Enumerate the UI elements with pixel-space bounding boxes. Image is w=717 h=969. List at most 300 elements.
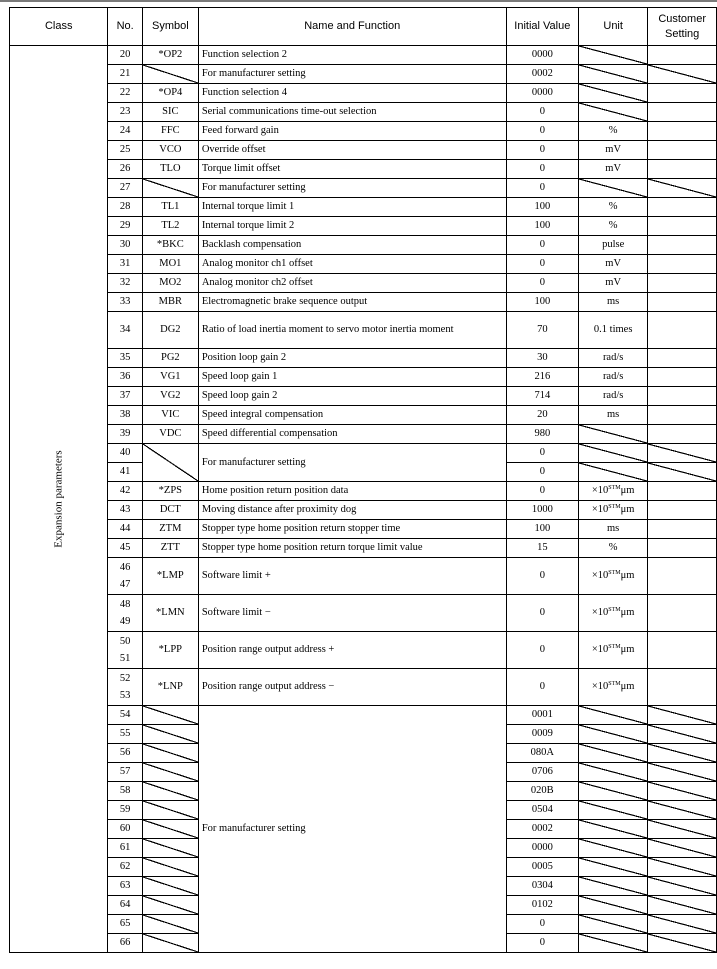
- cell-no: 26: [108, 160, 142, 179]
- cell-customer-blank: [648, 839, 717, 858]
- cell-symbol: TL1: [142, 198, 198, 217]
- cell-symbol: *OP2: [142, 46, 198, 65]
- table-row: [10, 501, 717, 520]
- cell-customer: [648, 160, 717, 179]
- cell-unit: %: [578, 539, 647, 558]
- cell-initial: 0: [506, 122, 578, 141]
- cell-unit: [578, 482, 647, 501]
- unit-sup: STM: [608, 504, 621, 510]
- cell-initial: 0304: [506, 877, 578, 896]
- unit-suffix: μm: [620, 681, 635, 692]
- cell-customer: [648, 558, 717, 595]
- cell-initial: 0: [506, 463, 578, 482]
- cell-symbol: TLO: [142, 160, 198, 179]
- cell-no: 20: [108, 46, 142, 65]
- cell-customer-blank: [648, 801, 717, 820]
- cell-no: 45: [108, 539, 142, 558]
- unit-suffix: μm: [620, 607, 635, 618]
- cell-unit: rad/s: [578, 387, 647, 406]
- cell-unit-blank: [578, 858, 647, 877]
- cell-no: 33: [108, 293, 142, 312]
- cell-customer-blank: [648, 463, 717, 482]
- cell-initial: 0: [506, 236, 578, 255]
- cell-unit-blank: [578, 103, 647, 122]
- cell-unit: rad/s: [578, 349, 647, 368]
- unit-sup: STM: [608, 644, 621, 650]
- cell-name: Feed forward gain: [198, 122, 506, 141]
- cell-initial: 0005: [506, 858, 578, 877]
- cell-no-pair: [108, 669, 142, 706]
- cell-customer-blank: [648, 179, 717, 198]
- table-row: [10, 482, 717, 501]
- cell-initial: 15: [506, 539, 578, 558]
- cell-no: 57: [108, 763, 142, 782]
- cell-symbol: VG1: [142, 368, 198, 387]
- header-customer-setting: Customer Setting: [648, 8, 717, 46]
- cell-symbol: DCT: [142, 501, 198, 520]
- cell-no: 37: [108, 387, 142, 406]
- cell-customer-blank: [648, 65, 717, 84]
- cell-name: Position range output address +: [198, 632, 506, 669]
- unit-suffix: μm: [620, 570, 635, 581]
- unit-sup: STM: [608, 485, 621, 491]
- cell-name: Speed loop gain 2: [198, 387, 506, 406]
- cell-customer: [648, 217, 717, 236]
- unit-suffix: μm: [620, 504, 635, 515]
- table-row: [10, 46, 717, 65]
- cell-symbol: VDC: [142, 425, 198, 444]
- cell-name: Electromagnetic brake sequence output: [198, 293, 506, 312]
- table-row: [10, 179, 717, 198]
- cell-name: For manufacturer setting: [198, 444, 506, 482]
- cell-unit: ms: [578, 293, 647, 312]
- cell-no: 65: [108, 915, 142, 934]
- table-row: [10, 632, 717, 669]
- cell-no: 44: [108, 520, 142, 539]
- cell-customer-blank: [648, 915, 717, 934]
- cell-symbol-blank: [142, 839, 198, 858]
- cell-name: Speed loop gain 1: [198, 368, 506, 387]
- cell-customer: [648, 293, 717, 312]
- cell-no-pair: [108, 595, 142, 632]
- cell-customer: [648, 520, 717, 539]
- cell-unit-blank: [578, 820, 647, 839]
- cell-no: 43: [108, 501, 142, 520]
- cell-initial: 20: [506, 406, 578, 425]
- cell-no-a: 50: [119, 636, 131, 647]
- header-symbol: Symbol: [142, 8, 198, 46]
- cell-customer: [648, 84, 717, 103]
- cell-symbol: *OP4: [142, 84, 198, 103]
- cell-name: Position range output address −: [198, 669, 506, 706]
- header-no: No.: [108, 8, 142, 46]
- cell-customer-blank: [648, 858, 717, 877]
- cell-no: 64: [108, 896, 142, 915]
- table-row: [10, 349, 717, 368]
- cell-symbol-blank: [142, 444, 198, 482]
- cell-initial: 0: [506, 103, 578, 122]
- cell-unit-blank: [578, 915, 647, 934]
- cell-unit-blank: [578, 444, 647, 463]
- cell-no: 40: [108, 444, 142, 463]
- table-row: [10, 368, 717, 387]
- unit-prefix: ×10: [591, 607, 609, 618]
- cell-initial: 216: [506, 368, 578, 387]
- cell-initial: 0504: [506, 801, 578, 820]
- cell-initial: 0000: [506, 839, 578, 858]
- cell-unit: %: [578, 122, 647, 141]
- cell-no: 38: [108, 406, 142, 425]
- cell-initial: 980: [506, 425, 578, 444]
- cell-name: Function selection 4: [198, 84, 506, 103]
- cell-initial: 0706: [506, 763, 578, 782]
- cell-unit-blank: [578, 934, 647, 953]
- cell-customer-blank: [648, 725, 717, 744]
- cell-symbol-blank: [142, 801, 198, 820]
- cell-unit-blank: [578, 877, 647, 896]
- cell-customer: [648, 368, 717, 387]
- cell-symbol-blank: [142, 65, 198, 84]
- cell-unit: %: [578, 198, 647, 217]
- cell-name: Software limit +: [198, 558, 506, 595]
- cell-name: For manufacturer setting: [198, 179, 506, 198]
- cell-customer: [648, 425, 717, 444]
- cell-unit-blank: [578, 782, 647, 801]
- cell-unit: 0.1 times: [578, 312, 647, 349]
- cell-unit-blank: [578, 46, 647, 65]
- table-row: [10, 406, 717, 425]
- cell-no: 60: [108, 820, 142, 839]
- cell-no: 34: [108, 312, 142, 349]
- cell-name: Serial communications time-out selection: [198, 103, 506, 122]
- cell-no-pair: [108, 632, 142, 669]
- cell-symbol: PG2: [142, 349, 198, 368]
- cell-name: Moving distance after proximity dog: [198, 501, 506, 520]
- cell-no: 66: [108, 934, 142, 953]
- cell-unit: pulse: [578, 236, 647, 255]
- cell-unit-blank: [578, 65, 647, 84]
- cell-no-pair: [108, 558, 142, 595]
- cell-customer: [648, 141, 717, 160]
- cell-symbol: DG2: [142, 312, 198, 349]
- cell-symbol: MBR: [142, 293, 198, 312]
- cell-name: Position loop gain 2: [198, 349, 506, 368]
- cell-customer-blank: [648, 934, 717, 953]
- table-row: [10, 293, 717, 312]
- cell-no: 30: [108, 236, 142, 255]
- cell-symbol-blank: [142, 858, 198, 877]
- table-row: [10, 198, 717, 217]
- cell-symbol: *LPP: [142, 632, 198, 669]
- cell-unit: [578, 669, 647, 706]
- table-row: [10, 558, 717, 595]
- table-row: [10, 539, 717, 558]
- cell-no: 63: [108, 877, 142, 896]
- cell-customer: [648, 46, 717, 65]
- cell-name: Ratio of load inertia moment to servo motor inertia moment: [198, 312, 506, 349]
- cell-unit-blank: [578, 763, 647, 782]
- cell-no: 59: [108, 801, 142, 820]
- cell-initial: 0: [506, 141, 578, 160]
- table-row: [10, 84, 717, 103]
- cell-symbol: FFC: [142, 122, 198, 141]
- cell-no: 24: [108, 122, 142, 141]
- cell-initial: 70: [506, 312, 578, 349]
- table-row: [10, 387, 717, 406]
- cell-no: 42: [108, 482, 142, 501]
- cell-initial: 100: [506, 293, 578, 312]
- cell-no-b: 51: [119, 653, 131, 664]
- cell-customer: [648, 255, 717, 274]
- cell-symbol: MO1: [142, 255, 198, 274]
- table-row: [10, 141, 717, 160]
- table-row: [10, 669, 717, 706]
- cell-symbol-blank: [142, 896, 198, 915]
- cell-initial: 0: [506, 632, 578, 669]
- cell-initial: 0002: [506, 820, 578, 839]
- unit-sup: STM: [608, 607, 621, 613]
- cell-unit-blank: [578, 463, 647, 482]
- cell-name: Stopper type home position return torque limit value: [198, 539, 506, 558]
- cell-name: For manufacturer setting: [198, 706, 506, 953]
- cell-symbol-blank: [142, 179, 198, 198]
- cell-symbol-blank: [142, 725, 198, 744]
- cell-customer: [648, 595, 717, 632]
- unit-prefix: ×10: [591, 485, 609, 496]
- table-row: [10, 312, 717, 349]
- cell-unit: mV: [578, 141, 647, 160]
- table-row: [10, 236, 717, 255]
- cell-no-b: 47: [119, 579, 131, 590]
- unit-prefix: ×10: [591, 681, 609, 692]
- class-label: Expansion parameters: [52, 449, 65, 548]
- unit-suffix: μm: [620, 485, 635, 496]
- cell-no: 32: [108, 274, 142, 293]
- cell-name: Speed differential compensation: [198, 425, 506, 444]
- cell-customer: [648, 482, 717, 501]
- table-row: [10, 160, 717, 179]
- cell-name: Function selection 2: [198, 46, 506, 65]
- cell-initial: 0: [506, 595, 578, 632]
- cell-name: Analog monitor ch2 offset: [198, 274, 506, 293]
- cell-name: Analog monitor ch1 offset: [198, 255, 506, 274]
- cell-no-a: 48: [119, 599, 131, 610]
- cell-customer-blank: [648, 896, 717, 915]
- cell-customer: [648, 198, 717, 217]
- cell-name: Stopper type home position return stopper time: [198, 520, 506, 539]
- cell-customer: [648, 122, 717, 141]
- cell-name: Home position return position data: [198, 482, 506, 501]
- cell-no: 22: [108, 84, 142, 103]
- cell-initial: 080A: [506, 744, 578, 763]
- cell-initial: 0002: [506, 65, 578, 84]
- table-row: [10, 274, 717, 293]
- cell-symbol: *BKC: [142, 236, 198, 255]
- cell-customer: [648, 312, 717, 349]
- cell-no: 36: [108, 368, 142, 387]
- cell-initial: 100: [506, 217, 578, 236]
- cell-no: 29: [108, 217, 142, 236]
- cell-no: 56: [108, 744, 142, 763]
- cell-initial: 0: [506, 274, 578, 293]
- table-row: [10, 255, 717, 274]
- cell-symbol-blank: [142, 934, 198, 953]
- unit-prefix: ×10: [591, 504, 609, 515]
- cell-initial: 0001: [506, 706, 578, 725]
- unit-suffix: μm: [620, 644, 635, 655]
- cell-name: Override offset: [198, 141, 506, 160]
- cell-initial: 0000: [506, 46, 578, 65]
- cell-symbol-blank: [142, 706, 198, 725]
- cell-unit-blank: [578, 179, 647, 198]
- cell-customer-blank: [648, 820, 717, 839]
- cell-unit-blank: [578, 896, 647, 915]
- cell-customer: [648, 274, 717, 293]
- cell-initial: 0: [506, 255, 578, 274]
- cell-name: Torque limit offset: [198, 160, 506, 179]
- header-row: [10, 8, 717, 46]
- cell-no: 27: [108, 179, 142, 198]
- cell-no-b: 49: [119, 616, 131, 627]
- cell-customer-blank: [648, 782, 717, 801]
- cell-unit: [578, 558, 647, 595]
- table-row: [10, 217, 717, 236]
- cell-symbol: VG2: [142, 387, 198, 406]
- cell-name: For manufacturer setting: [198, 65, 506, 84]
- cell-unit: mV: [578, 274, 647, 293]
- table-row: [10, 425, 717, 444]
- cell-no-a: 52: [119, 673, 131, 684]
- cell-unit: ms: [578, 406, 647, 425]
- cell-no: 54: [108, 706, 142, 725]
- cell-symbol: MO2: [142, 274, 198, 293]
- cell-no: 25: [108, 141, 142, 160]
- cell-symbol: TL2: [142, 217, 198, 236]
- cell-initial: 020B: [506, 782, 578, 801]
- table-row: [10, 520, 717, 539]
- cell-no: 31: [108, 255, 142, 274]
- cell-symbol: ZTM: [142, 520, 198, 539]
- table-row: [10, 595, 717, 632]
- cell-unit-blank: [578, 744, 647, 763]
- cell-initial: 714: [506, 387, 578, 406]
- cell-customer-blank: [648, 877, 717, 896]
- cell-initial: 30: [506, 349, 578, 368]
- cell-name: Internal torque limit 1: [198, 198, 506, 217]
- parameter-table: [9, 7, 717, 953]
- cell-initial: 0: [506, 669, 578, 706]
- cell-name: Internal torque limit 2: [198, 217, 506, 236]
- unit-prefix: ×10: [591, 644, 609, 655]
- cell-unit-blank: [578, 839, 647, 858]
- header-class: Class: [10, 8, 108, 46]
- unit-prefix: ×10: [591, 570, 609, 581]
- cell-initial: 0009: [506, 725, 578, 744]
- class-cell: [10, 46, 108, 953]
- cell-customer: [648, 349, 717, 368]
- cell-customer: [648, 501, 717, 520]
- table-row: [10, 444, 717, 463]
- cell-initial: 0102: [506, 896, 578, 915]
- cell-no: 61: [108, 839, 142, 858]
- cell-symbol: ZTT: [142, 539, 198, 558]
- cell-unit-blank: [578, 801, 647, 820]
- top-rule: [0, 0, 717, 2]
- cell-name: Backlash compensation: [198, 236, 506, 255]
- cell-customer: [648, 236, 717, 255]
- cell-initial: 0: [506, 934, 578, 953]
- cell-initial: 0: [506, 482, 578, 501]
- cell-unit: rad/s: [578, 368, 647, 387]
- table-row: [10, 122, 717, 141]
- cell-customer-blank: [648, 444, 717, 463]
- cell-symbol: VCO: [142, 141, 198, 160]
- cell-initial: 0: [506, 444, 578, 463]
- table-row: [10, 103, 717, 122]
- cell-no: 21: [108, 65, 142, 84]
- cell-initial: 0: [506, 179, 578, 198]
- cell-unit: mV: [578, 255, 647, 274]
- header-name: Name and Function: [198, 8, 506, 46]
- cell-unit: [578, 595, 647, 632]
- cell-unit: [578, 501, 647, 520]
- cell-unit: [578, 632, 647, 669]
- cell-symbol: *LNP: [142, 669, 198, 706]
- unit-sup: STM: [608, 681, 621, 687]
- cell-unit: ms: [578, 520, 647, 539]
- cell-customer: [648, 387, 717, 406]
- cell-customer-blank: [648, 763, 717, 782]
- table-row: [10, 65, 717, 84]
- cell-customer: [648, 632, 717, 669]
- unit-sup: STM: [608, 570, 621, 576]
- cell-no: 28: [108, 198, 142, 217]
- cell-symbol: *LMN: [142, 595, 198, 632]
- cell-customer-blank: [648, 706, 717, 725]
- cell-no: 55: [108, 725, 142, 744]
- cell-unit: %: [578, 217, 647, 236]
- table-row: [10, 706, 717, 725]
- cell-no: 39: [108, 425, 142, 444]
- cell-customer: [648, 103, 717, 122]
- cell-initial: 100: [506, 198, 578, 217]
- cell-symbol-blank: [142, 744, 198, 763]
- cell-symbol: VIC: [142, 406, 198, 425]
- cell-symbol: SIC: [142, 103, 198, 122]
- cell-symbol-blank: [142, 915, 198, 934]
- cell-no-a: 46: [119, 562, 131, 573]
- cell-initial: 0000: [506, 84, 578, 103]
- cell-symbol-blank: [142, 763, 198, 782]
- cell-no: 35: [108, 349, 142, 368]
- cell-symbol-blank: [142, 820, 198, 839]
- cell-initial: 0: [506, 915, 578, 934]
- cell-no: 41: [108, 463, 142, 482]
- cell-customer: [648, 539, 717, 558]
- cell-initial: 0: [506, 160, 578, 179]
- cell-symbol: *LMP: [142, 558, 198, 595]
- cell-unit-blank: [578, 725, 647, 744]
- cell-customer: [648, 406, 717, 425]
- cell-customer: [648, 669, 717, 706]
- cell-initial: 1000: [506, 501, 578, 520]
- cell-symbol-blank: [142, 782, 198, 801]
- cell-no: 62: [108, 858, 142, 877]
- cell-unit-blank: [578, 84, 647, 103]
- header-unit: Unit: [578, 8, 647, 46]
- cell-unit-blank: [578, 425, 647, 444]
- cell-symbol: *ZPS: [142, 482, 198, 501]
